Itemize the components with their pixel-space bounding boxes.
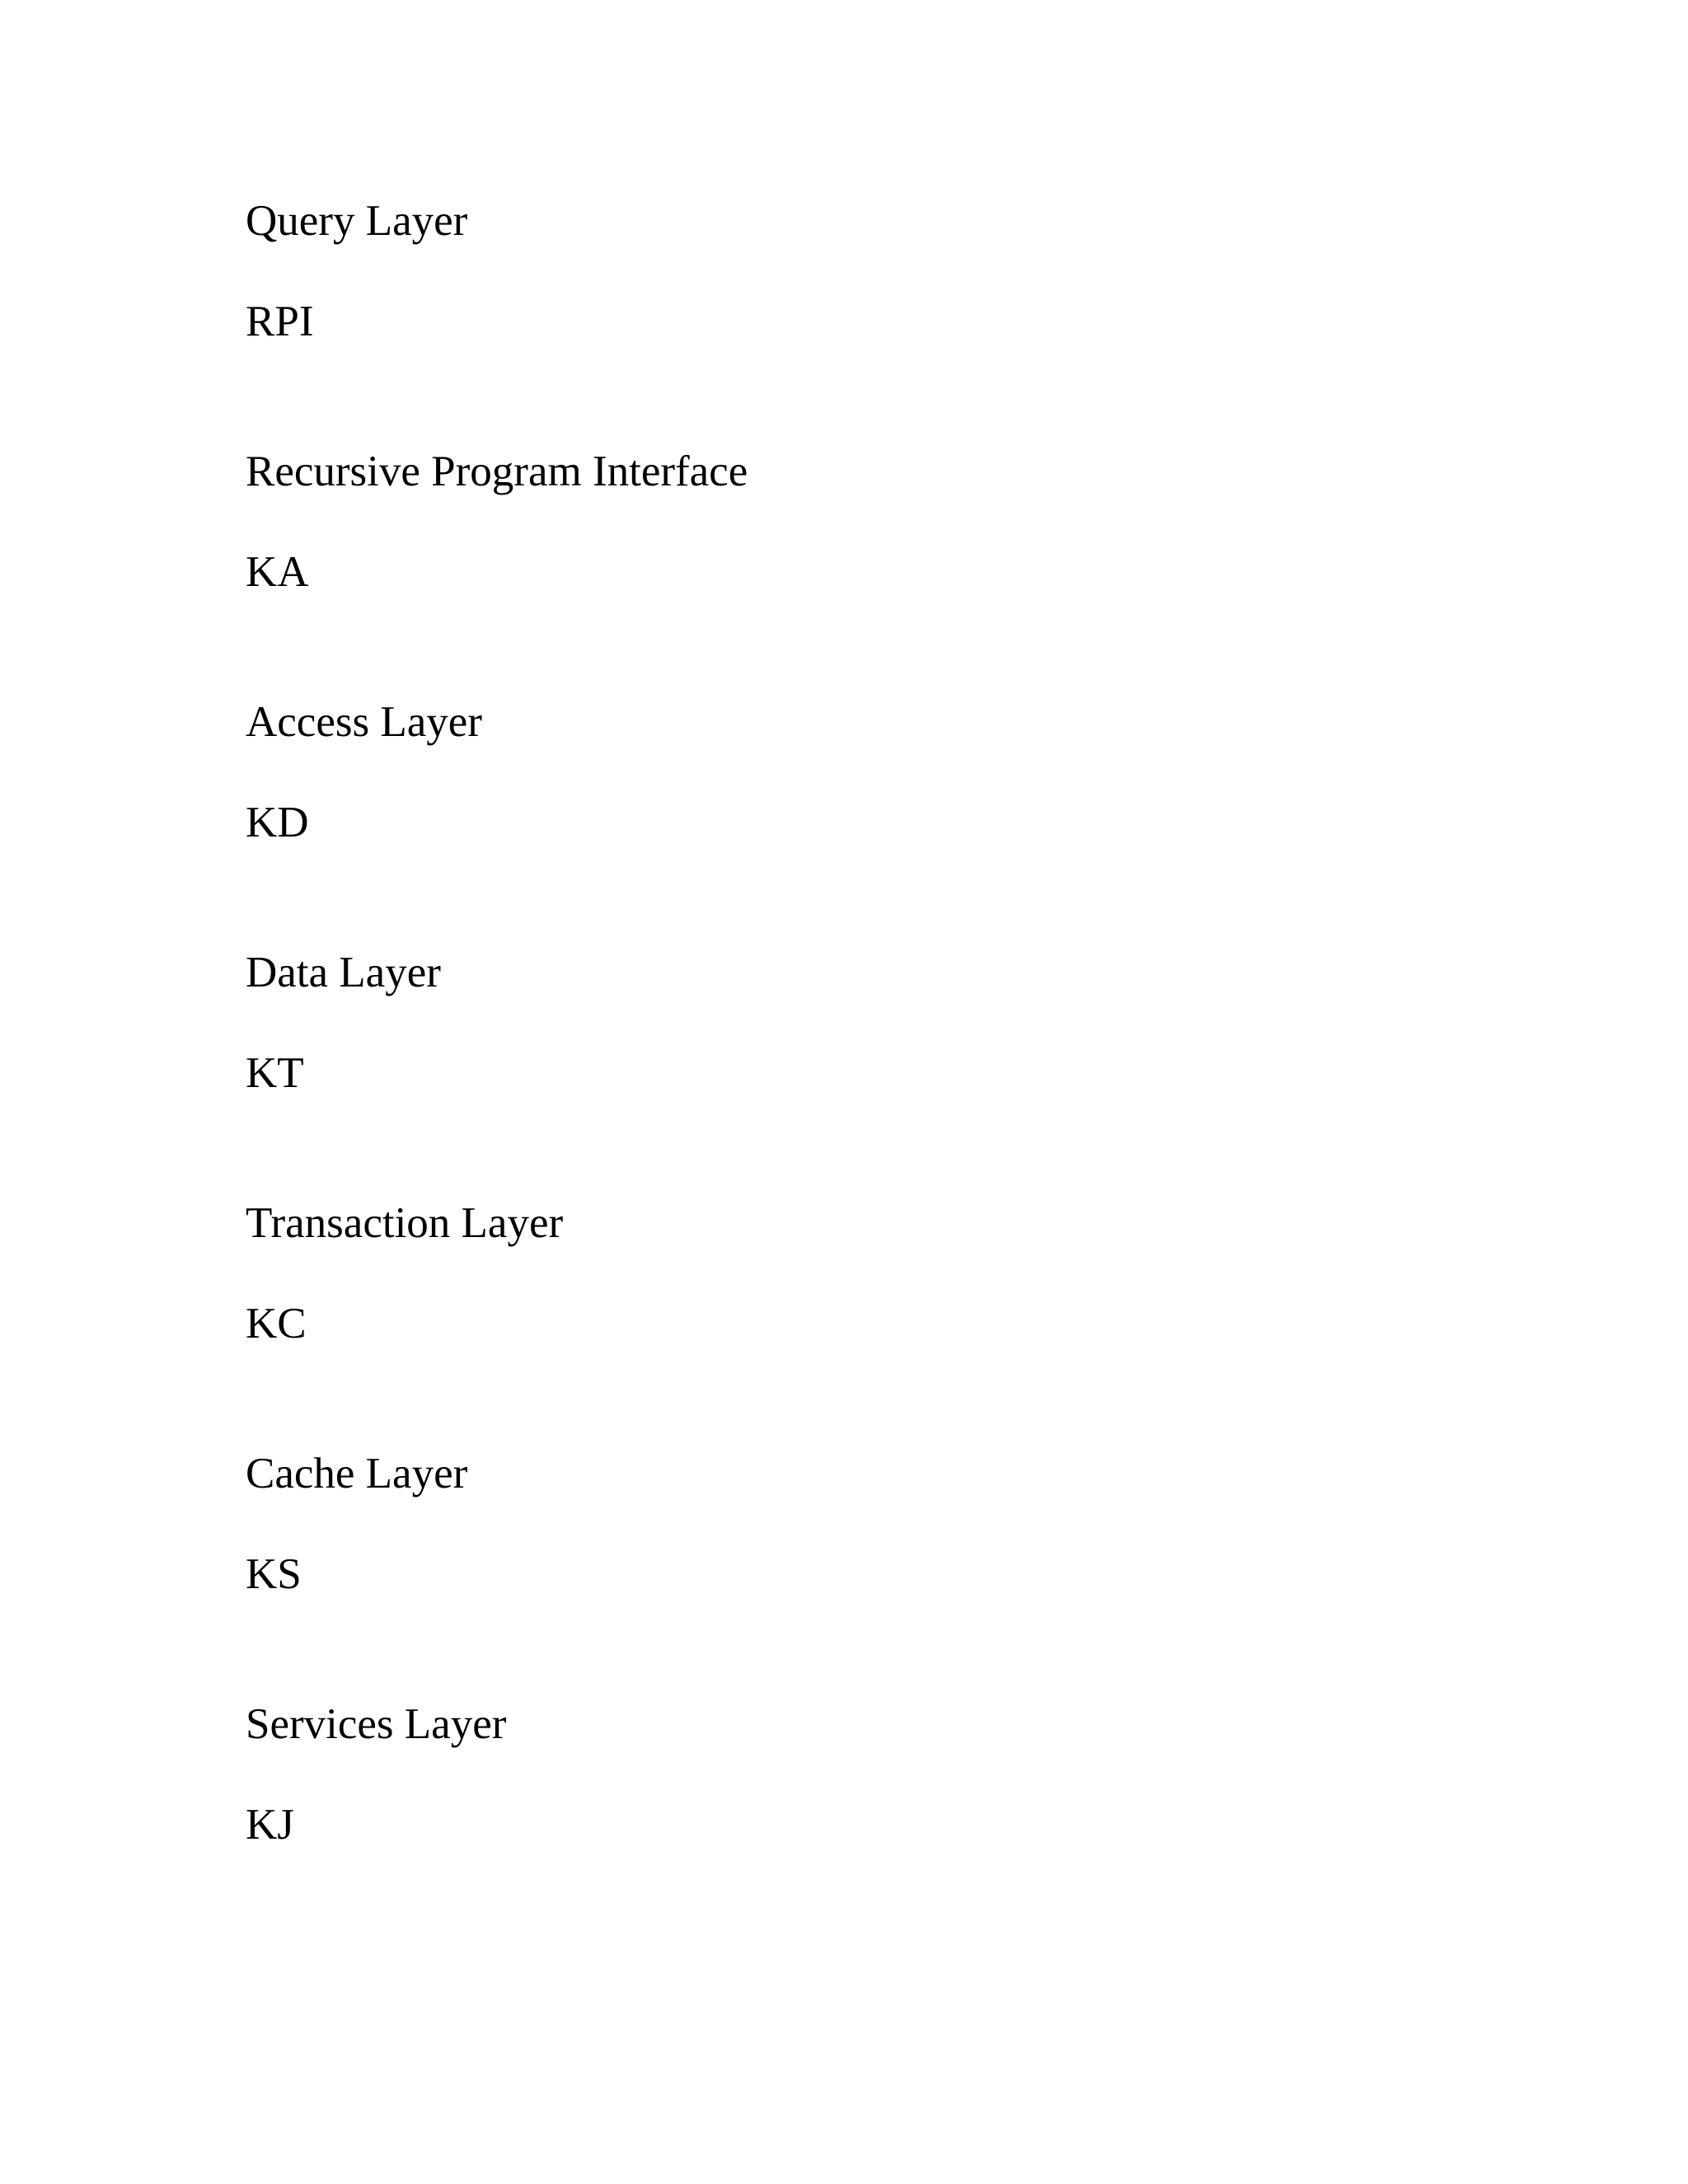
text-line-data-layer: Data Layer [246, 949, 441, 996]
text-line-kt: KT [246, 1049, 304, 1097]
text-line-access-layer: Access Layer [246, 698, 482, 746]
text-line-rpi: RPI [246, 298, 314, 345]
text-line-services-layer: Services Layer [246, 1700, 507, 1748]
text-line-query-layer: Query Layer [246, 197, 468, 245]
text-line-cache-layer: Cache Layer [246, 1450, 468, 1497]
text-line-kc: KC [246, 1300, 307, 1347]
text-line-ks: KS [246, 1550, 302, 1598]
text-line-ka: KA [246, 548, 309, 596]
text-line-kj: KJ [246, 1801, 294, 1849]
text-line-transaction-layer: Transaction Layer [246, 1199, 564, 1247]
text-line-recursive-program: Recursive Program Interface [246, 448, 748, 495]
text-line-kd: KD [246, 799, 309, 846]
